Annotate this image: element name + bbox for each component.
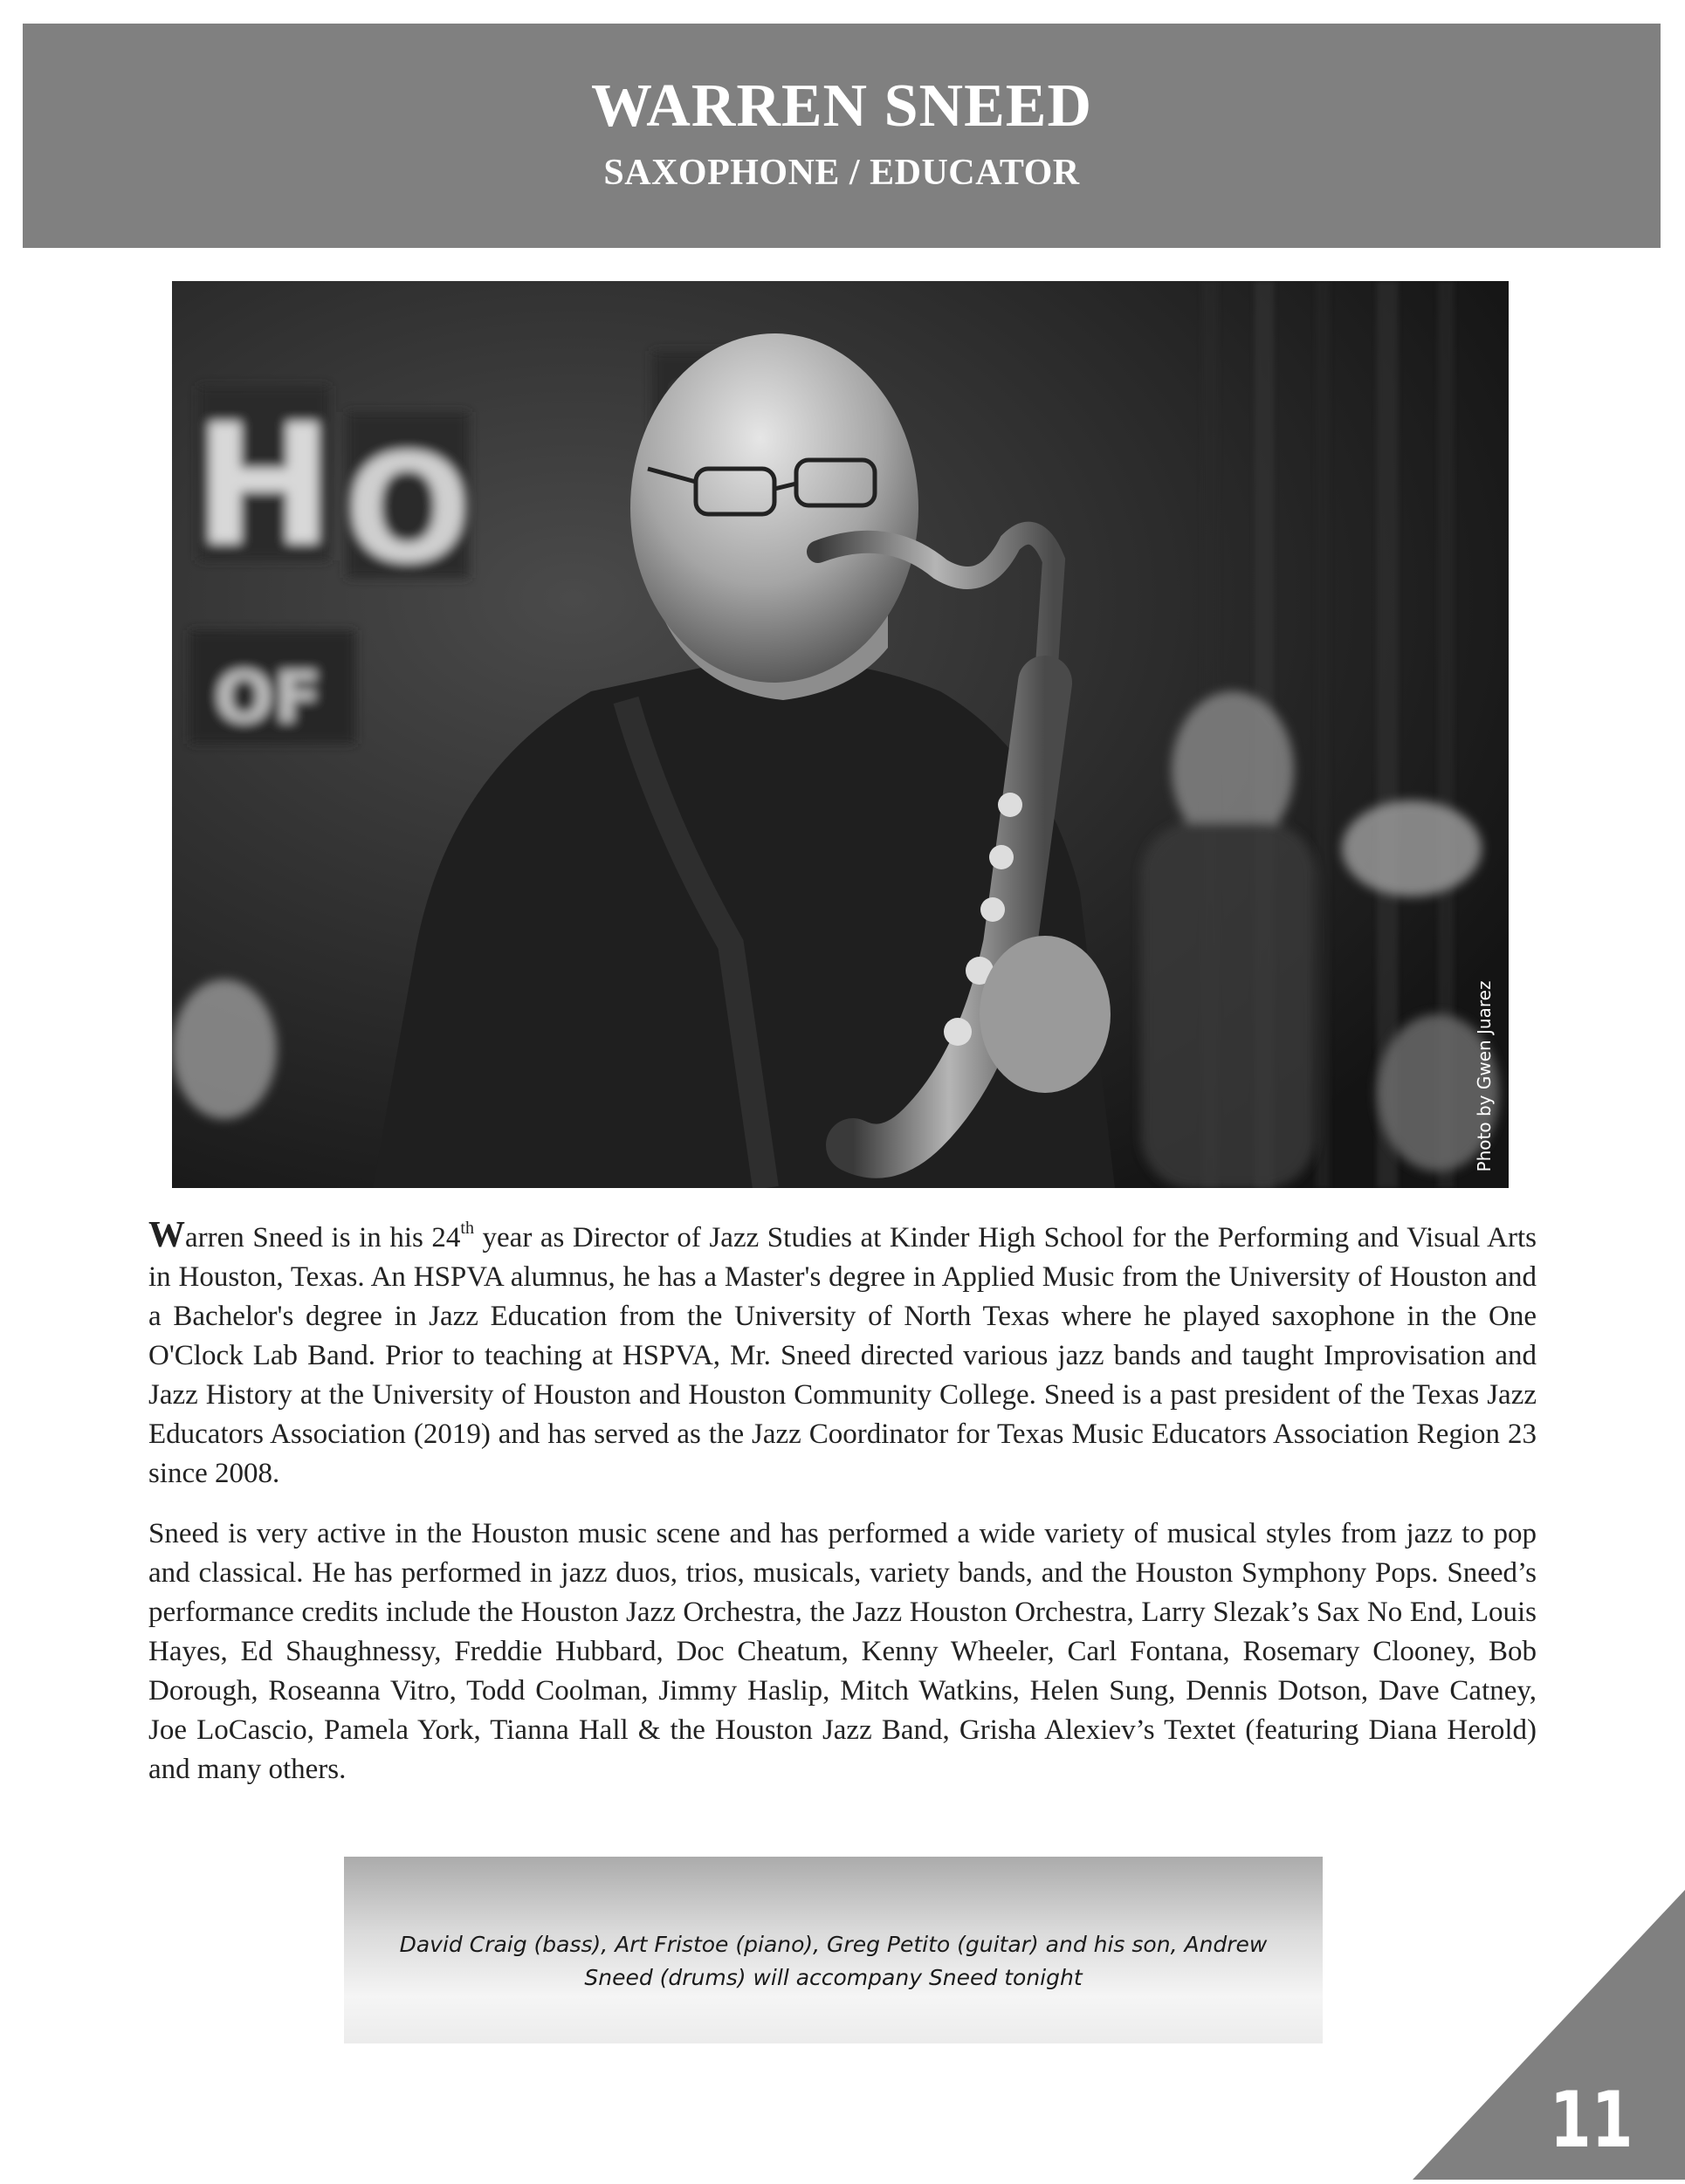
photo-credit (1465, 972, 1503, 1181)
performer-name: WARREN SNEED (590, 72, 1093, 140)
bio-p1-start: arren Sneed is in his 24 (185, 1222, 461, 1253)
page-number: 11 (1549, 2075, 1633, 2165)
biography (148, 1216, 1537, 1810)
svg-text:O: O (344, 423, 471, 596)
performer-hand (980, 936, 1111, 1093)
svg-text:OF: OF (214, 657, 322, 738)
photo-illustration (172, 281, 1509, 1188)
caption-line-1: David Craig (bass), Art Fristoe (piano), Greg Petito (guitar) and his son, Andrew (399, 1932, 1268, 1957)
caption-line-2: Sneed (drums) will accompany Sneed tonight (584, 1965, 1083, 1990)
header-band (23, 24, 1661, 248)
performer-role: SAXOPHONE / EDUCATOR (603, 153, 1080, 193)
performer-photo (172, 281, 1509, 1188)
bio-paragraph-2: Sneed is very active in the Houston music scene and has performed a wide variety of musical styles from jazz to pop and classical. He has performed in jazz duos, trios, musicals, variety bands, and the Houston Symphony Pops. Sneed’s performance credits include the Houston Jazz Orchestra, the Jazz Houston Orchestra, Larry Slezak’s Sax No End, Louis Hayes, Ed Shaughnessy, Freddie Hubbard, Doc Cheatum, Kenny Wheeler, Carl Fontana, Rosemary Clooney, Bob Dorough, Roseanna Vitro, Todd Coolman, Jimmy Haslip, Mitch Watkins, Helen Sung, Dennis Dotson, Dave Catney, Joe LoCascio, Pamela York, Tianna Hall & the Houston Jazz Band, Grisha Alexiev’s Textet (featuring Diana Herold) and many others. (148, 1518, 1537, 1785)
accompaniment-box (344, 1857, 1323, 2043)
svg-text:H: H (194, 389, 334, 582)
accompaniment-caption (379, 1928, 1288, 1995)
bio-dropcap: W (148, 1215, 185, 1255)
bio-paragraph-1 (148, 1216, 1537, 1494)
photo-credit-text: Photo by Gwen Juarez (1474, 980, 1495, 1172)
bio-p1-rest: year as Director of Jazz Studies at Kinder High School for the Performing and Visual Arts in Houston, Texas. An HSPVA alumnus, he has a Master's degree in Applied Music from the University of Houston and a Bachelor's degree in Jazz Education from the University of North Texas where he played saxophone in the One O'Clock Lab Band. Prior to teaching at HSPVA, Mr. Sneed directed various jazz bands and taught Improvisation and Jazz History at the University of Houston and Houston Community College. Sneed is a past president of the Texas Jazz Educators Association (2019) and has served as the Jazz Coordinator for Texas Music Educators Association Region 23 since 2008. (148, 1222, 1537, 1489)
bio-p1-superscript: th (460, 1219, 474, 1238)
page-corner (1413, 1890, 1685, 2180)
